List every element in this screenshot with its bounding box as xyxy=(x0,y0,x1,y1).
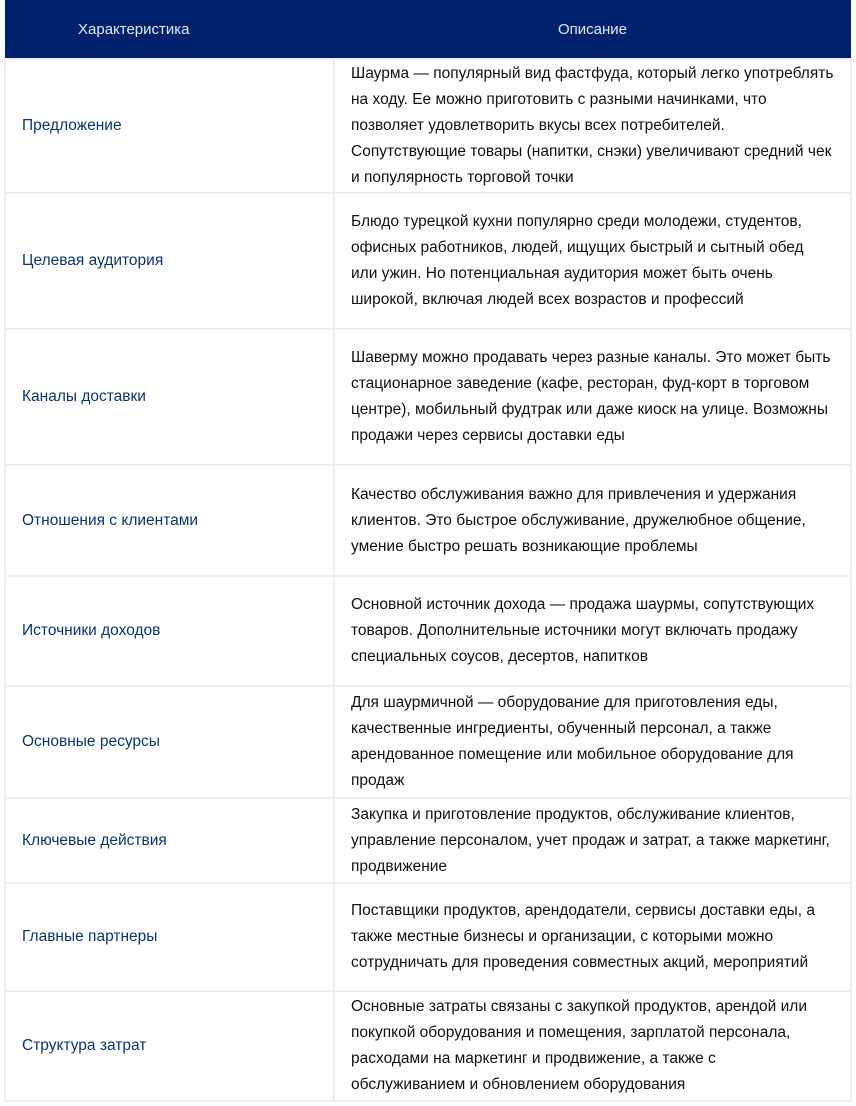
table-row xyxy=(5,193,851,329)
table-row xyxy=(5,686,851,798)
table-header xyxy=(5,0,851,59)
table-row xyxy=(5,576,851,686)
header-description: Описание xyxy=(334,0,851,59)
row-value: Качество обслуживания важно для привлечения и удержания клиентов. Это быстрое обслуживание, дружелюбное общение, умение быстро решать возникающие проблемы xyxy=(334,465,851,576)
table-row xyxy=(5,991,851,1101)
row-value: Шаверму можно продавать через разные каналы. Это может быть стационарное заведение (кафе, ресторан, фуд-корт в торговом центре), мобильный фудтрак или даже киоск на улице. Возможны продажи через сервисы доставки еды xyxy=(334,329,851,465)
table-row xyxy=(5,798,851,883)
row-key: Ключевые действия xyxy=(5,798,334,883)
table-row xyxy=(5,465,851,576)
row-key: Целевая аудитория xyxy=(5,193,334,329)
row-value: Основной источник дохода — продажа шаурмы, сопутствующих товаров. Дополнительные источники могут включать продажу специальных соусов, десертов, напитков xyxy=(334,576,851,686)
row-key: Предложение xyxy=(5,59,334,193)
row-value: Для шаурмичной — оборудование для приготовления еды, качественные ингредиенты, обученный персонал, а также арендованное помещение или мобильное оборудование для продаж xyxy=(334,686,851,798)
row-key: Основные ресурсы xyxy=(5,686,334,798)
header-characteristic: Характеристика xyxy=(5,0,334,59)
row-key: Отношения с клиентами xyxy=(5,465,334,576)
row-value: Поставщики продуктов, арендодатели, сервисы доставки еды, а также местные бизнесы и организации, с которыми можно сотрудничать для проведения совместных акций, мероприятий xyxy=(334,883,851,991)
table-row xyxy=(5,329,851,465)
row-value: Шаурма — популярный вид фастфуда, который легко употреблять на ходу. Ее можно приготовить с разными начинками, что позволяет удовлетворить вкусы всех потребителей. Сопутствующие товары (напитки, снэки) увеличивают средний чек и популярность торговой точки xyxy=(334,59,851,193)
row-key: Каналы доставки xyxy=(5,329,334,465)
row-value: Блюдо турецкой кухни популярно среди молодежи, студентов, офисных работников, людей, ищущих быстрый и сытный обед или ужин. Но потенциальная аудитория может быть очень широкой, включая людей всех возрастов и профессий xyxy=(334,193,851,329)
table-row xyxy=(5,59,851,193)
business-model-table xyxy=(4,0,852,1102)
row-key: Главные партнеры xyxy=(5,883,334,991)
table-row xyxy=(5,883,851,991)
row-value: Закупка и приготовление продуктов, обслуживание клиентов, управление персоналом, учет продаж и затрат, а также маркетинг, продвижение xyxy=(334,798,851,883)
row-key: Структура затрат xyxy=(5,991,334,1101)
row-value: Основные затраты связаны с закупкой продуктов, арендой или покупкой оборудования и помещения, зарплатой персонала, расходами на маркетинг и продвижение, а также с обслуживанием и обновлением оборудования xyxy=(334,991,851,1101)
row-key: Источники доходов xyxy=(5,576,334,686)
